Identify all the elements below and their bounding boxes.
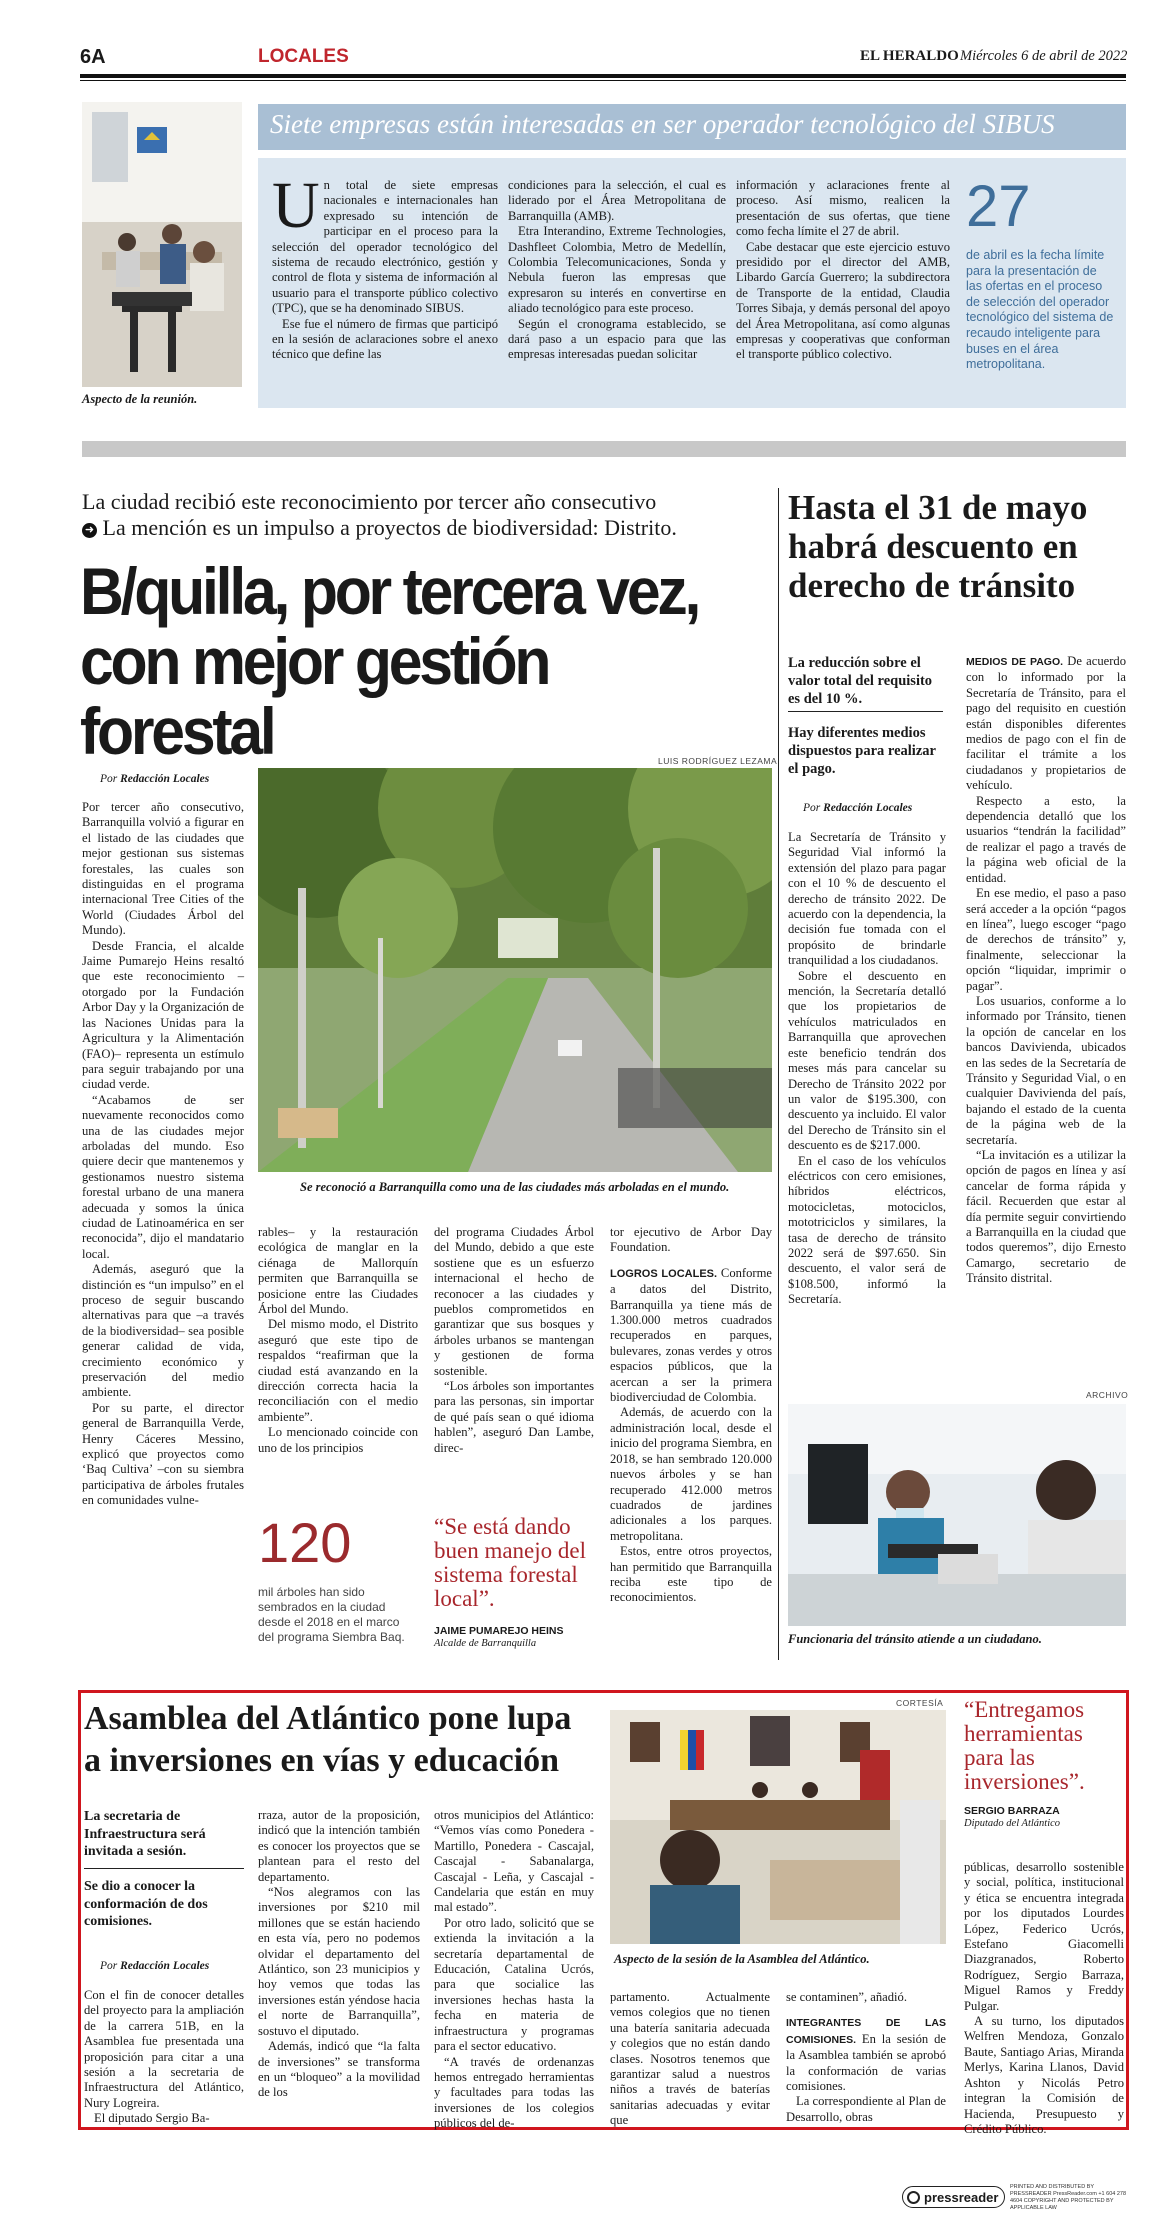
asamblea-col1-p2: El diputado Sergio Ba-: [94, 2111, 210, 2126]
asamblea-col1-p1: Con el fin de conocer detalles del proyecto para la ampliación de la carrera 51B, en la Asamblea fue presentada una proposición para citar a una sesión a la secretaria de Infraestructura del Atlántico, Nury Logreira.: [84, 1988, 244, 2110]
forestal-quote: “Se está dando buen manejo del sistema forestal local”.: [434, 1514, 587, 1611]
pressreader-legal: PRINTED AND DISTRIBUTED BY PRESSREADER PressReader.com +1 604 278 4604 COPYRIGHT AND PROTECTED BY APPLICABLE LAW: [1010, 2184, 1127, 2211]
meeting-photo: [82, 102, 242, 387]
forestal-col2-p1: rables– y la restauración ecológica de manglar en la ciénaga de Mallorquín permiten que Barranquilla se posicione entre las Ciudades Árbol del Mundo.: [258, 1225, 418, 1317]
asamblea-col5-lead-para: [786, 2015, 946, 2094]
forestal-col4: [610, 1225, 772, 1606]
pressreader-logo[interactable]: [902, 2186, 1005, 2208]
park-photo: [258, 768, 772, 1172]
transito-col2: [966, 654, 1126, 1287]
transito-col1-p2: Sobre el descuento en mención, la Secretaría detalló que los propietarios de vehículos matriculados en Barranquilla que aprovechen este beneficio tendrán dos meses más para cancelar su Derecho de Tránsito 2022 por un valor de $195.300, con descuento ya incluido. El valor del Derecho de Tránsito sin el descuento es de $217.000.: [788, 968, 946, 1153]
forestal-stat-number: 120: [258, 1511, 352, 1574]
asamblea-byline-prefix: Por: [100, 1960, 118, 1972]
forestal-col1-p4: Además, aseguró que la distinción es “un impulso” en el proceso de seguir buscando alternativas para que –a través de la biodiversidad– sea posible generar calidad de vida, crecimiento económico y preservación del medio ambiente.: [82, 1262, 244, 1400]
sibus-drop-cap: U: [272, 169, 320, 242]
transito-col1: [788, 830, 946, 1308]
transito-byline-prefix: Por: [803, 802, 821, 814]
pressreader-brand: pressreader: [924, 2189, 999, 2205]
publication-name: EL HERALDO: [860, 48, 959, 64]
forestal-col2: [258, 1225, 418, 1456]
forestal-kicker-2-row: [82, 515, 677, 541]
forestal-stat-text: mil árboles han sido sembrados en la ciudad desde el 2018 en el marco del programa Siembra Baq.: [258, 1585, 405, 1644]
assembly-session-illustration: [610, 1710, 946, 1944]
asamblea-dek-1: La secretaria de Infraestructura será invitada a sesión.: [84, 1809, 206, 1859]
asamblea-col3-p1: otros municipios del Atlántico: “Vemos vías como Ponedera - Martillo, Ponedera - Cascajal, Cascajal - Sabanalarga, Cascajal - Leña, y Cascajal - Candelaria que están en muy mal estado”.: [434, 1808, 594, 1915]
forestal-col3-p2: “Los árboles son importantes para las personas, sin importar de qué país sean o qué idioma hablen”, aseguró Dan Lambe, direc-: [434, 1379, 594, 1455]
asamblea-dek-divider: [84, 1868, 244, 1869]
asamblea-photo-credit: CORTESÍA: [896, 1698, 944, 1708]
asamblea-byline-name: Redacción Locales: [120, 1960, 210, 1972]
asamblea-col4: [610, 1990, 770, 2129]
forestal-kicker-2: La mención es un impulso a proyectos de biodiversidad: Distrito.: [102, 515, 677, 540]
transito-col2-lead-para: [966, 654, 1126, 794]
forestal-col1-p3: “Acabamos de ser nuevamente reconocidos como una de las ciudades mejor arboladas del mundo. Eso quiere decir que mantenemos y gestionamos nuestro sistema forestal urbano de una manera adecuada y somos la única ciudad de Latinoamérica en ser reconocida”, dijo el mandatario local.: [82, 1092, 244, 1261]
transito-col2-lead: MEDIOS DE PAGO.: [966, 656, 1064, 668]
sibus-col3: [736, 178, 950, 363]
tree-lined-street-illustration: [258, 768, 772, 1172]
pressreader-icon: [907, 2191, 920, 2204]
asamblea-col6-p1: públicas, desarrollo sostenible y social, política, institucional y ética se encuentra integrada por los diputados Lourdes López, Federico Ucrós, Estefano Giacomelli Diazgranados, Roberto Rodríguez, Sergio Barraza, Miguel Ramos y Freddy Pulgar.: [964, 1860, 1124, 2013]
forestal-col4-p3: Estos, entre otros proyectos, han permitido que Barranquilla reciba este tipo de reconocimientos.: [610, 1544, 772, 1605]
transito-col2-p5: “La invitación es a utilizar la opción de pagos en línea y así cancelar de forma rápida y fácil. Recuerden que estar al día permite seguir convirtiendo a Barranquilla en la ciudad que todos queremos”, dijo Ernesto Camargo, secretario de Tránsito distrital.: [966, 1148, 1126, 1286]
section-divider: [82, 441, 1126, 457]
transit-photo: [788, 1404, 1126, 1626]
section-label: LOCALES: [258, 46, 349, 67]
forestal-col2-p2: Del mismo modo, el Distrito aseguró que este tipo de respaldos “reafirman que la ciudad está avanzando en la dirección correcta hacia la reconciliación con el medio ambiente”.: [258, 1317, 418, 1424]
transito-headline: Hasta el 31 de mayo habrá descuento en derecho de tránsito: [788, 488, 1088, 605]
forestal-col4-lead-para: [610, 1266, 772, 1406]
asamblea-col3-p2: Por otro lado, solicitó que se extienda la invitación a la secretaría departamental de Educación, Catalina Ucrós, para que socialice las inversiones hechas hasta la fecha en materia de infraestructura y programas para el sector educativo.: [434, 1915, 594, 2054]
sibus-col3-p1: información y aclaraciones frente al proceso. Así mismo, realicen la presentación de sus ofertas, que tiene como fecha límite el 27 de abril.: [736, 178, 950, 239]
arrow-circle-icon: ➜: [82, 523, 97, 538]
sibus-title: Siete empresas están interesadas en ser operador tecnológico del SIBUS: [270, 109, 1055, 139]
forestal-headline: B/quilla, por tercera vez, con mejor gestión forestal: [80, 554, 699, 768]
forestal-kicker-1: La ciudad recibió este reconocimiento por tercer año consecutivo: [82, 489, 657, 514]
page-number: 6A: [80, 46, 106, 68]
asamblea-col2-p3: Además, indicó que “la falta de inversiones” se transforma en un “bloqueo” a la movilidad de los: [258, 2039, 420, 2100]
meeting-illustration: [82, 102, 242, 387]
forestal-col3-p1: del programa Ciudades Árbol del Mundo, debido a que este sostiene que es un esfuerzo internacional el hecho de reconocer a las ciudades y pueblos comprometidos en garantizar que sus bosques y árboles urbanos se mantengan y gestionen de forma sostenible.: [434, 1225, 594, 1378]
transito-col1-p1: La Secretaría de Tránsito y Seguridad Vial informó la extensión del plazo para pagar con el 10 % de descuento el derecho de tránsito 2022. De acuerdo con la dependencia, la decisión fue tomada con el propósito de brindarle tranquilidad a los ciudadanos.: [788, 830, 946, 968]
publication-date: Miércoles 6 de abril de 2022: [960, 48, 1128, 64]
forestal-quote-role: Alcalde de Barranquilla: [434, 1638, 537, 1649]
sibus-col2-p2: Etra Interandino, Extreme Technologies, Dashfleet Colombia, Metro de Medellín, Colombia Telecomunicaciones, Sonda y Nebula fueron las empresas que expresaron su interés en convertirse en aliado tecnológico para este proceso.: [508, 224, 726, 316]
transito-col2-p4: Los usuarios, conforme a lo informado por Tránsito, tienen la opción de cancelar en los bancos Davivienda, ubicados en las sedes de la Secretaría de Tránsito y Seguridad Vial, o en cualquier Davivienda del país, bajando el estado de la cuenta de la página web de la secretaría.: [966, 993, 1126, 1147]
sibus-col3-p2: Cabe destacar que este ejercicio estuvo presidido por el director del AMB, Libardo García Guerrero; la subdirectora de Transporte de la entidad, Claudia Torres Sibaja, y demás personal del apoyo del Área Metropolitana, así como algunas empresas y cooperativas que conforman el transporte público colectivo.: [736, 239, 950, 362]
forestal-col4-lead: LOGROS LOCALES.: [610, 1267, 718, 1280]
transito-dek-1: La reducción sobre el valor total del requisito es del 10 %.: [788, 655, 933, 707]
asamblea-headline: Asamblea del Atlántico pone lupa a inversiones en vías y educación: [84, 1700, 572, 1779]
asamblea-col4-p1: partamento. Actualmente vemos colegios que no tienen una batería sanitaria adecuada y colegios que no están dando clases. Nosotros tenemos que garantizar salud a nuestros niños a través de baterías sanitarias adecuadas y evitar que: [610, 1990, 770, 2128]
asamblea-col5: [786, 1990, 946, 2125]
asamblea-col3-p3: “A través de ordenanzas hemos entregado herramientas y facultades para todas las inversiones de los colegios públicos del de-: [434, 2054, 594, 2131]
sibus-col2-p1: condiciones para la selección, el cual es liderado por el Área Metropolitana de Barranquilla (AMB).: [508, 178, 726, 223]
forestal-byline-name: Redacción Locales: [120, 773, 210, 785]
forestal-byline-prefix: Por: [100, 773, 118, 785]
asamblea-byline: [100, 1960, 209, 1972]
transito-col1-p3: En el caso de los vehículos eléctricos con cero emisiones, híbridos eléctricos, motocicletas, motociclos, mototriciclos y similares, la tasa de derecho de tránsito 2022 será de $97.650. Sin descuento, el valor será de $108.500, informó la Secretaría.: [788, 1153, 946, 1307]
forestal-col1-p2: Desde Francia, el alcalde Jaime Pumarejo Heins resaltó que este reconocimiento –otorgado por la Fundación Arbor Day y la Organización de las Naciones Unidas para la Agricultura y la Alimentación (FAO)– representa un estímulo para seguir trabajando por una ciudad verde.: [82, 938, 244, 1092]
transito-photo-caption: Funcionaria del tránsito atiende a un ciudadano.: [788, 1632, 1042, 1646]
transito-byline-name: Redacción Locales: [823, 802, 913, 814]
forestal-col1: [82, 800, 244, 1509]
sibus-col2-p3: Según el cronograma establecido, se dará paso a un espacio para que las empresas interesadas puedan solicitar: [508, 316, 726, 362]
forestal-photo-credit: LUIS RODRÍGUEZ LEZAMA: [658, 756, 778, 766]
sibus-stat-number: 27: [966, 174, 1031, 239]
forestal-col3: [434, 1225, 594, 1456]
asamblea-col5-p1: En la sesión de la Asamblea también se aprobó la conformación de varias comisiones.: [786, 2031, 946, 2094]
forestal-col2-p3: Lo mencionado coincide con uno de los principios: [258, 1425, 418, 1455]
asamblea-col5-p2: La correspondiente al Plan de Desarrollo, obras: [786, 2094, 946, 2124]
forestal-quote-author: JAIME PUMAREJO HEINS: [434, 1625, 564, 1637]
transito-col2-p1: De acuerdo con lo informado por la Secretaría de Tránsito, para el pago del requisito en cuestión están disponibles diferentes medios de pago con el fin de facilitar el trámite a los ciudadanos y propietarios de vehículo.: [966, 654, 1126, 793]
asamblea-col1: [84, 1988, 244, 2127]
transito-col2-p3: En ese medio, el paso a paso será acceder a la opción “pagos en línea”, luego escoger “pago de derechos de tránsito” y, finalmente, seleccionar la opción “liquidar, imprimir o pagar”.: [966, 886, 1126, 993]
sibus-col1: [272, 169, 498, 363]
sibus-col1-p2: Ese fue el número de firmas que participó en la sesión de aclaraciones sobre el anexo técnico que define las: [272, 316, 498, 362]
asamblea-dek-2: Se dio a conocer la conformación de dos comisiones.: [84, 1879, 208, 1929]
meeting-caption: Aspecto de la reunión.: [82, 392, 198, 406]
header-rule-thin: [80, 80, 1126, 81]
forestal-col4-p2: Además, de acuerdo con la administración local, desde el inicio del programa Siembra, en 2018, se han sembrado 120.000 nuevos árboles y se han recuperado 412.000 metros cuadrados de jardines adicionales a los parques. metropolitana.: [610, 1405, 772, 1543]
asamblea-col2-p2: “Nos alegramos con las inversiones por $210 mil millones que se están haciendo en esta vía, pero no podemos olvidar el departamento del Atlántico, son 23 municipios y hoy vemos que todas las inversiones están yéndose hacia el norte de Barranquilla”, sostuvo el diputado.: [258, 1885, 420, 2038]
forestal-byline: [100, 773, 209, 785]
asamblea-col5-lead: INTEGRANTES DE LAS COMISIONES.: [786, 2017, 946, 2046]
sibus-title-bar: [258, 104, 1126, 150]
asamblea-photo-caption: Aspecto de la sesión de la Asamblea del Atlántico.: [614, 1952, 870, 1966]
transit-office-illustration: [788, 1404, 1126, 1626]
asamblea-col2-p1: rraza, autor de la proposición, indicó que la intención también es conocer los proyectos que se plantean para el resto del departamento.: [258, 1808, 420, 1884]
transito-dek-2: Hay diferentes medios dispuestos para realizar el pago.: [788, 725, 936, 777]
transito-dek-divider: [788, 711, 943, 712]
asamblea-quote-role: Diputado del Atlántico: [964, 1818, 1061, 1829]
asamblea-quote: “Entregamos herramientas para las inversiones”.: [964, 1697, 1085, 1794]
asamblea-col5-intro: se contaminen”, añadió.: [786, 1990, 907, 2004]
asamblea-col6-p2: A su turno, los diputados Welfren Mendoza, Gonzalo Baute, Santiago Arias, Miranda Merlys, Karina Llanos, David Ashton y Nicolás Petro integran la Comisión de Hacienda, Presupuesto y Crédito Público.: [964, 2014, 1124, 2136]
asamblea-photo: [610, 1710, 946, 1944]
sibus-col2: [508, 178, 726, 363]
transito-photo-credit: ARCHIVO: [1086, 1390, 1129, 1400]
forestal-col1-p1: Por tercer año consecutivo, Barranquilla volvió a figurar en el listado de las ciudades que mejor gestionan sus sistemas forestales, las cuales son distinguidas en el programa internacional Tree Cities of the World (Ciudades Árbol del Mundo).: [82, 800, 244, 938]
transito-byline: [803, 802, 912, 814]
transito-col2-p2: Respecto a esto, la dependencia detalló que los usuarios “tendrán la facilidad” de realizar el pago a través de la página web oficial de la entidad.: [966, 793, 1126, 885]
header-rule: [80, 74, 1126, 78]
column-divider: [778, 488, 779, 1660]
sibus-col1-p1: n total de siete empresas nacionales e internacionales han expresado su intención de participar en el proceso para la selección del operador tecnológico del sistema de recaudo electrónico, gestión y control de flota y sistema de información al usuario para el transporte público colectivo (TPC), que se ha denominado SIBUS.: [272, 178, 498, 316]
forestal-col1-p5: Por su parte, el director general de Barranquilla Verde, Henry Cáceres Messino, explicó que proyectos como ‘Baq Cultiva’ –con su siembra participativa de árboles frutales en comunidades vulne-: [82, 1400, 244, 1508]
sibus-stat-text: de abril es la fecha límite para la presentación de las ofertas en el proceso de selección del operador tecnológico del sistema de recaudo inteligente para buses en el área metropolitana.: [966, 248, 1114, 372]
forestal-col4-p1: Conforme a datos del Distrito, Barranquilla ya tiene más de 1.300.000 metros cuadrados recuperados en parques, bulevares, zonas verdes y otros espacios públicos, que la acercan a ser la primera biodiverciudad de Colombia.: [610, 1265, 772, 1405]
asamblea-col2: [258, 1808, 420, 2101]
asamblea-col6: [964, 1860, 1124, 2137]
forestal-photo-caption: Se reconoció a Barranquilla como una de las ciudades más arboladas en el mundo.: [300, 1180, 730, 1194]
forestal-col4-intro: tor ejecutivo de Arbor Day Foundation.: [610, 1225, 772, 1255]
asamblea-col3: [434, 1808, 594, 2132]
asamblea-quote-author: SERGIO BARRAZA: [964, 1805, 1060, 1817]
